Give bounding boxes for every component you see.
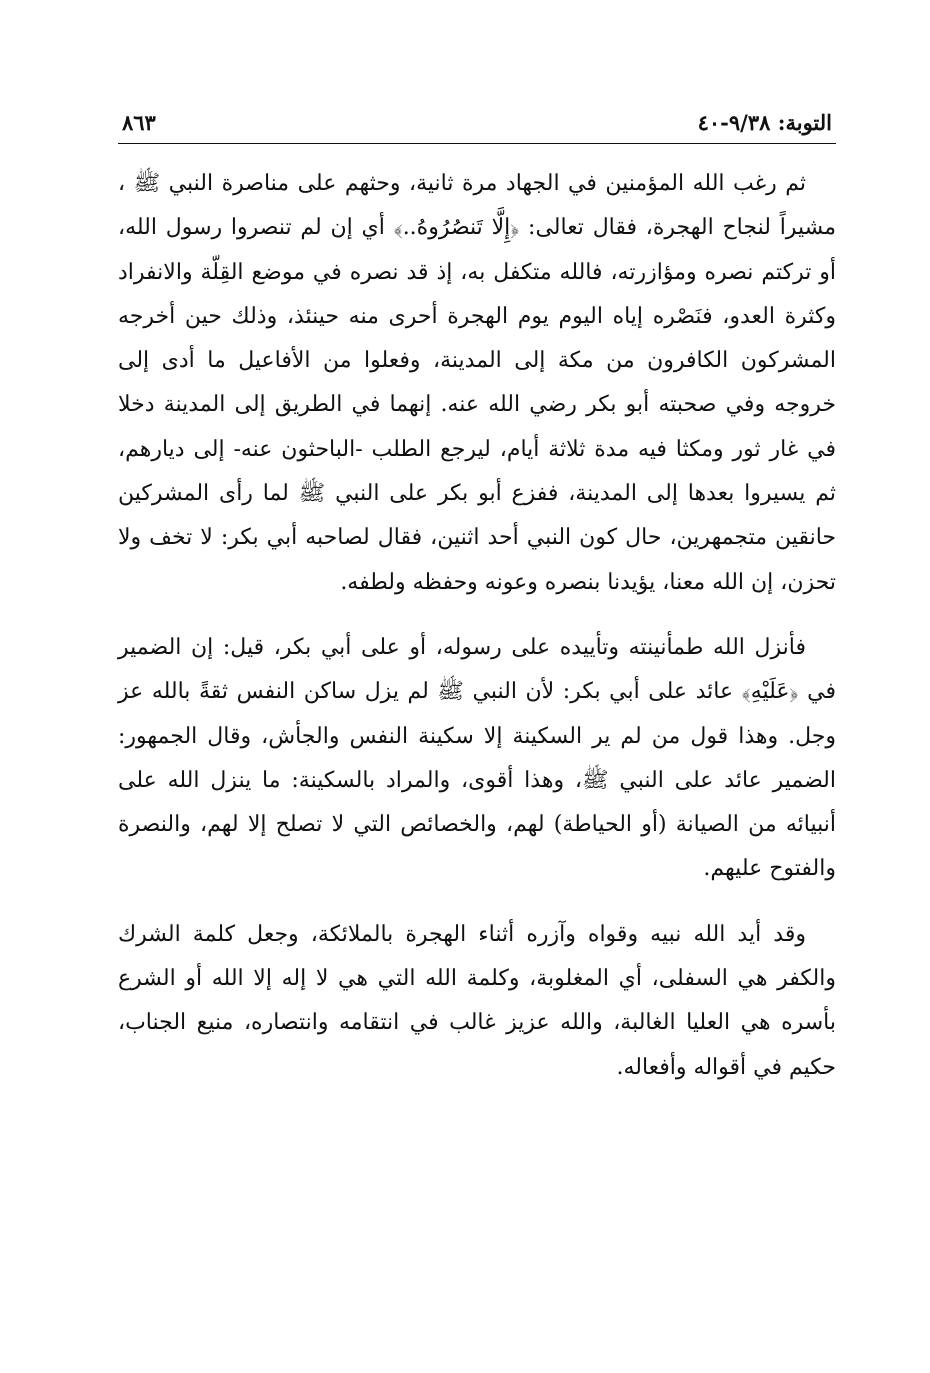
book-page [118,110,836,1111]
paragraph-1: ثم رغب الله المؤمنين في الجهاد مرة ثانية، وحثهم على مناصرة النبي ﷺ ، مشيراً لنجاح الهجرة، فقال تعالى: ﴿إِلَّا تَنصُرُوهُ..﴾ أي إن لم تنصروا رسول الله، أو تركتم نصره ومؤازرته، فالله متكفل به، إذ قد نصره في موضع القِلّة والانفراد وكثرة العدو، فنَصْره إياه اليوم يوم الهجرة أحرى منه حينئذ، وذلك حين أخرجه المشركون الكافرون من مكة إلى المدينة، وفعلوا من الأفاعيل ما أدى إلى خروجه وفي صحبته أبو بكر رضي الله عنه. إنهما في الطريق إلى المدينة دخلا في غار ثور ومكثا فيه مدة ثلاثة أيام، ليرجع الطلب -الباحثون عنه- إلى ديارهم، ثم يسيروا بعدها إلى المدينة، ففزع أبو بكر على النبي ﷺ لما رأى المشركين حانقين متجمهرين، حال كون النبي أحد اثنين، فقال لصاحبه أبي بكر: لا تخف ولا تحزن، إن الله معنا، يؤيدنا بنصره وعونه وحفظه ولطفه. [118,171,836,595]
running-header [118,110,836,144]
surah-reference: التوبة: ٩/٣٨-٤٠ [697,110,832,135]
paragraph-2: فأنزل الله طمأنينته وتأييده على رسوله، أو على أبي بكر، قيل: إن الضمير في ﴿عَلَيْهِ﴾ عائد على أبي بكر: لأن النبي ﷺ لم يزل ساكن النفس ثقةً بالله عز وجل. وهذا قول من لم ير السكينة إلا سكينة النفس والجأش، وقال الجمهور: الضمير عائد على النبي ﷺ، وهذا أقوى، والمراد بالسكينة: ما ينزل الله على أنبيائه من الصيانة (أو الحياطة) لهم، والخصائص التي لا تصلح إلا لهم، والنصرة والفتوح عليهم. [118,634,836,882]
paragraph-3: وقد أيد الله نبيه وقواه وآزره أثناء الهجرة بالملائكة، وجعل كلمة الشرك والكفر هي السفلى، أي المغلوبة، وكلمة الله التي هي لا إله إلا الله أو الشرع بأسره هي العليا الغالبة، والله عزيز غالب في انتقامه وانتصاره، منيع الجناب، حكيم في أقواله وأفعاله. [118,921,836,1080]
body-text [118,162,836,1090]
page-number: ٨٦٣ [122,110,156,135]
